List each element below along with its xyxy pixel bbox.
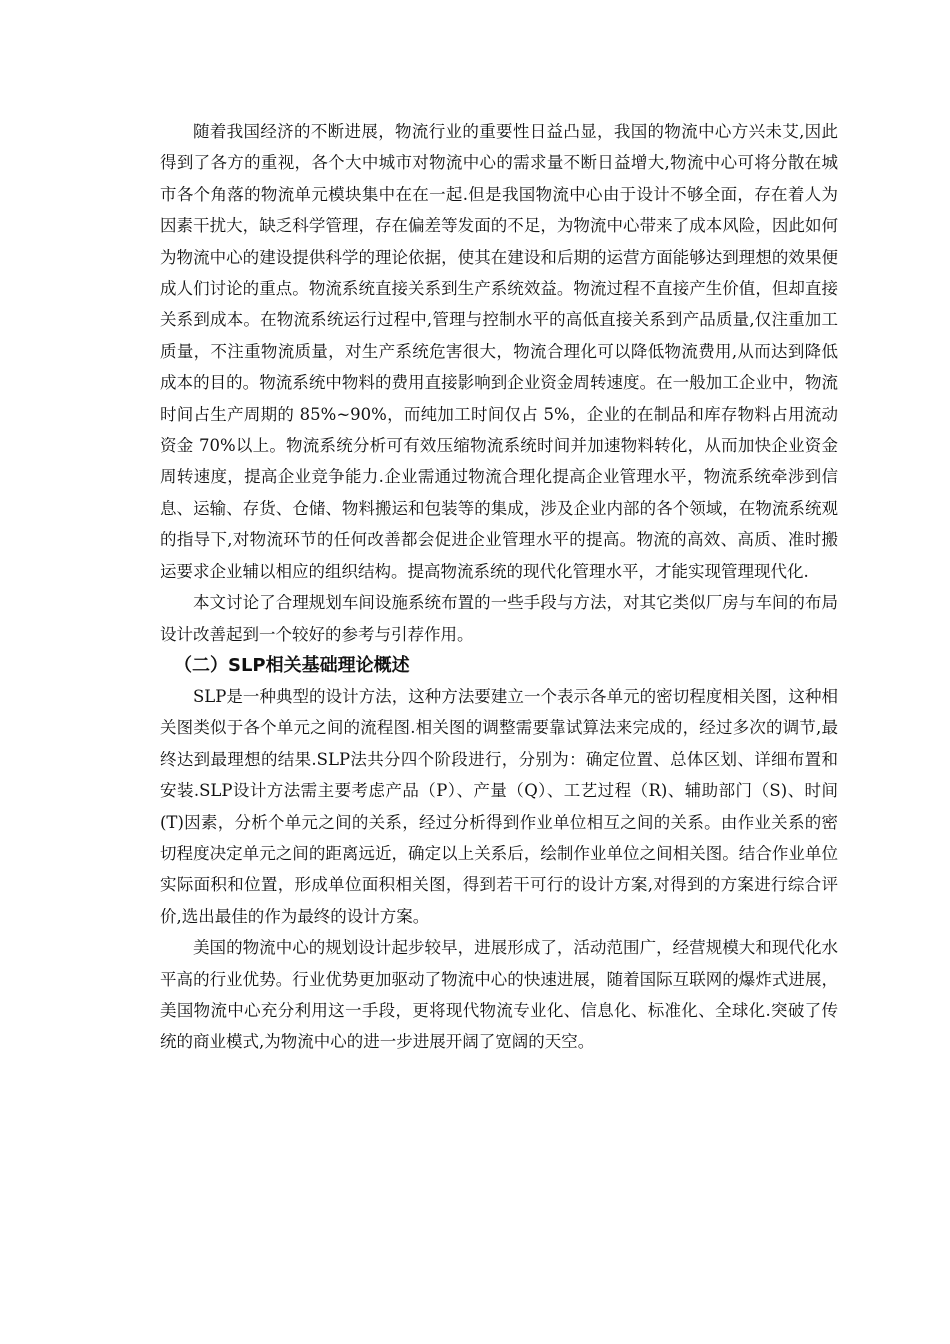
document-body bbox=[160, 116, 838, 1058]
paragraph-logistics-importance: 随着我国经济的不断进展，物流行业的重要性日益凸显，我国的物流中心方兴未艾,因此得到了各方的重视，各个大中城市对物流中心的需求量不断日益增大,物流中心可将分散在城市各个角落的物流单元模块集中在在一起.但是我国物流中心由于设计不够全面，存在着人为因素干扰大，缺乏科学管理，存在偏差等发面的不足，为物流中心带来了成本风险，因此如何为物流中心的建设提供科学的理论依据，使其在建设和后期的运营方面能够达到理想的效果便成人们讨论的重点。物流系统直接关系到生产系统效益。物流过程不直接产生价值，但却直接关系到成本。在物流系统运行过程中,管理与控制水平的高低直接关系到产品质量,仅注重加工质量，不注重物流质量，对生产系统危害很大，物流合理化可以降低物流费用,从而达到降低成本的目的。物流系统中物料的费用直接影响到企业资金周转速度。在一般加工企业中，物流时间占生产周期的 85%~90%，而纯加工时间仅占 5%，企业的在制品和库存物料占用流动资金 70%以上。物流系统分析可有效压缩物流系统时间并加速物料转化，从而加快企业资金周转速度，提高企业竞争能力.企业需通过物流合理化提高企业管理水平，物流系统牵涉到信息、运输、存货、仓储、物料搬运和包装等的集成，涉及企业内部的各个领域，在物流系统观的指导下,对物流环节的任何改善都会促进企业管理水平的提高。物流的高效、高质、准时搬运要求企业辅以相应的组织结构。提高物流系统的现代化管理水平，才能实现管理现代化. bbox=[160, 122, 838, 581]
paragraph-slp-method: SLP是一种典型的设计方法，这种方法要建立一个表示各单元的密切程度相关图，这种相关图类似于各个单元之间的流程图.相关图的调整需要靠试算法来完成的，经过多次的调节,最终达到最理想的结果.SLP法共分四个阶段进行，分别为：确定位置、总体区划、详细布置和安装.SLP设计方法需主要考虑产品（P）、产量（Q）、工艺过程（R)、辅助部门（S)、时间(T)因素，分析个单元之间的关系，经过分析得到作业单位相互之间的关系。由作业关系的密切程度决定单元之间的距离远近，确定以上关系后，绘制作业单位之间相关图。结合作业单位实际面积和位置，形成单位面积相关图，得到若干可行的设计方案,对得到的方案进行综合评价,选出最佳的作为最终的设计方案。 bbox=[160, 686, 838, 926]
paragraph-us-logistics: 美国的物流中心的规划设计起步较早，进展形成了，活动范围广，经营规模大和现代化水平高的行业优势。行业优势更加驱动了物流中心的快速进展，随着国际互联网的爆炸式进展，美国物流中心充分利用这一手段，更将现代物流专业化、信息化、标准化、全球化.突破了传统的商业模式,为物流中心的进一步进展开阔了宽阔的天空。 bbox=[160, 938, 838, 1052]
section-heading-slp: （二）SLP相关基础理论概述 bbox=[174, 654, 410, 676]
paragraph-paper-purpose: 本文讨论了合理规划车间设施系统布置的一些手段与方法，对其它类似厂房与车间的布局设计改善起到一个较好的参考与引荐作用。 bbox=[160, 593, 838, 644]
